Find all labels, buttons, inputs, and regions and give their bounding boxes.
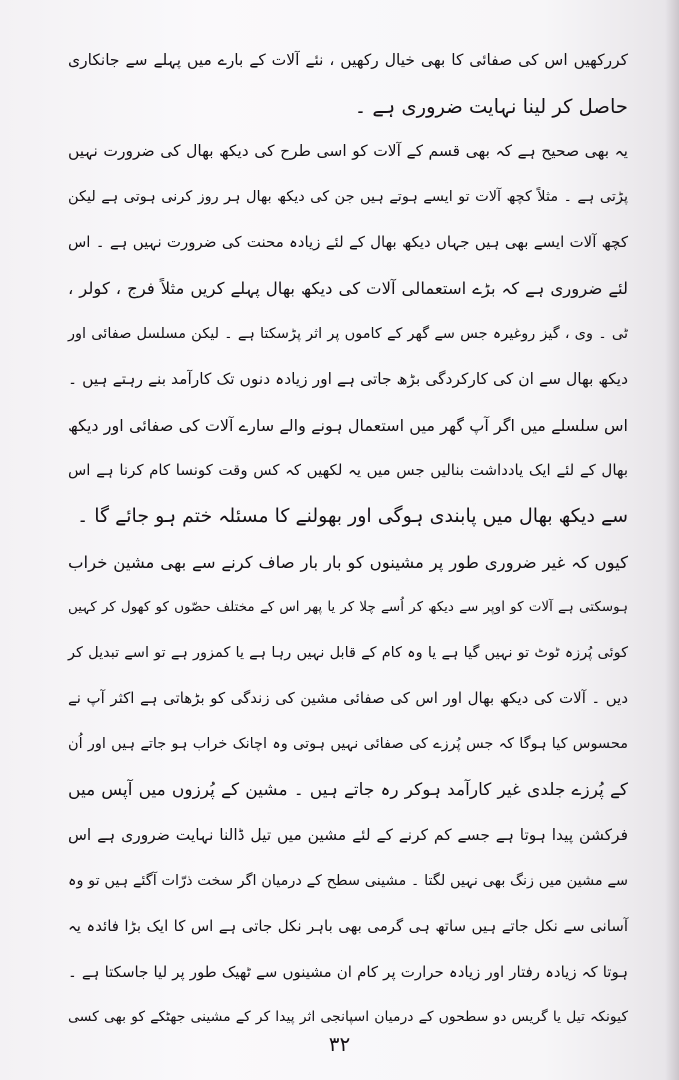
text-line: آسانی سے نکل جاتے ہیں ساتھ ہی گرمی بھی باہر نکل جاتی ہے اس کا ایک بڑا فائدہ یہ xyxy=(68,917,628,936)
text-line: یہ بھی صحیح ہے کہ بھی قسم کے آلات کو اسی طرح کی دیکھ بھال کی ضرورت نہیں xyxy=(68,142,628,161)
text-line: اس سلسلے میں اگر آپ گھر میں استعمال ہونے والے سارے آلات کی صفائی اور دیکھ xyxy=(68,415,628,435)
text-line: کیوں کہ غیر ضروری طور پر مشینوں کو بار بار صاف کرنے سے بھی مشین خراب xyxy=(68,552,628,572)
text-line: سے مشین میں زنگ بھی نہیں لگتا ۔ مشینی سطح کے درمیان اگر سخت ذرّات آگئے ہیں تو وہ xyxy=(68,872,628,889)
text-line: کچھ آلات ایسے بھی ہیں جہاں دیکھ بھال کے لئے زیادہ محنت کی ضرورت نہیں ہے ۔ اس xyxy=(68,233,628,252)
text-line: دیکھ بھال سے ان کی کارکردگی بڑھ جاتی ہے اور زیادہ دنوں تک کارآمد بنے رہتے ہیں ۔ xyxy=(68,370,628,389)
text-line: بھال کے لئے ایک یادداشت بنالیں جس میں یہ لکھیں کہ کس وقت کونسا کام کرنا ہے اس xyxy=(68,461,628,480)
text-line: سے دیکھ بھال میں پابندی ہوگی اور بھولنے کا مسئلہ ختم ہو جائے گا ۔ xyxy=(77,504,628,527)
text-line: کیونکہ تیل یا گریس دو سطحوں کے درمیان اسپانجی اثر پیدا کر کے مشینی جھٹکے کو بھی کسی xyxy=(68,1009,628,1026)
text-line: ٹی ۔ وی ، گیز روغیرہ جس سے گھر کے کاموں پر اثر پڑسکتا ہے ۔ لیکن مسلسل صفائی اور xyxy=(68,325,628,342)
text-line: محسوس کیا ہوگا کہ جس پُرزے کی صفائی نہیں ہوتی وہ اچانک خراب ہو جاتے ہیں اور اُن xyxy=(68,735,628,752)
page-number: ۳۲ xyxy=(328,1032,351,1056)
text-line: کے پُرزے جلدی غیر کارآمد ہوکر رہ جاتے ہیں ۔ مشین کے پُرزوں میں آپس میں xyxy=(68,779,628,800)
body-text xyxy=(68,38,628,1041)
text-line: دیں ۔ آلات کی دیکھ بھال اور اس کی صفائی مشین کی زندگی کو بڑھاتی ہے اکثر آپ نے xyxy=(68,689,628,708)
text-line: ہوتا کہ زیادہ رفتار اور زیادہ حرارت پر کام ان مشینوں سے ٹھیک طور پر لیا جاسکتا ہے ۔ xyxy=(68,962,628,981)
text-line: لئے ضروری ہے کہ بڑے استعمالی آلات کی دیکھ بھال پہلے کریں مثلاً فرج ، کولر ، xyxy=(68,278,628,298)
text-line: کررکھیں اس کی صفائی کا بھی خیال رکھیں ، نئے آلات کے بارے میں پہلے سے جانکاری xyxy=(68,51,628,69)
text-line: حاصل کر لینا نہایت ضروری ہے ۔ xyxy=(354,94,628,118)
text-line: فرکشن پیدا ہوتا ہے جسے کم کرنے کے لئے مشین میں تیل ڈالنا نہایت ضروری ہے اس xyxy=(68,826,628,845)
text-line: ہوسکتی ہے آلات کو اوپر سے دیکھ کر اُسے چلا کر یا پھر اس کے مختلف حصّوں کو کھول کر کہیں xyxy=(68,599,628,616)
text-line: پڑتی ہے ۔ مثلاً کچھ آلات تو ایسے ہوتے ہیں جن کی دیکھ بھال ہر روز کرنی ہوتی ہے لیکن xyxy=(68,188,628,205)
page-spine-shadow xyxy=(665,0,679,1080)
text-line: کوئی پُرزہ ٹوٹ تو نہیں گیا ہے یا وہ کام کے قابل نہیں رہا ہے یا کمزور ہے تو اسے تبدیل کر xyxy=(68,644,628,661)
